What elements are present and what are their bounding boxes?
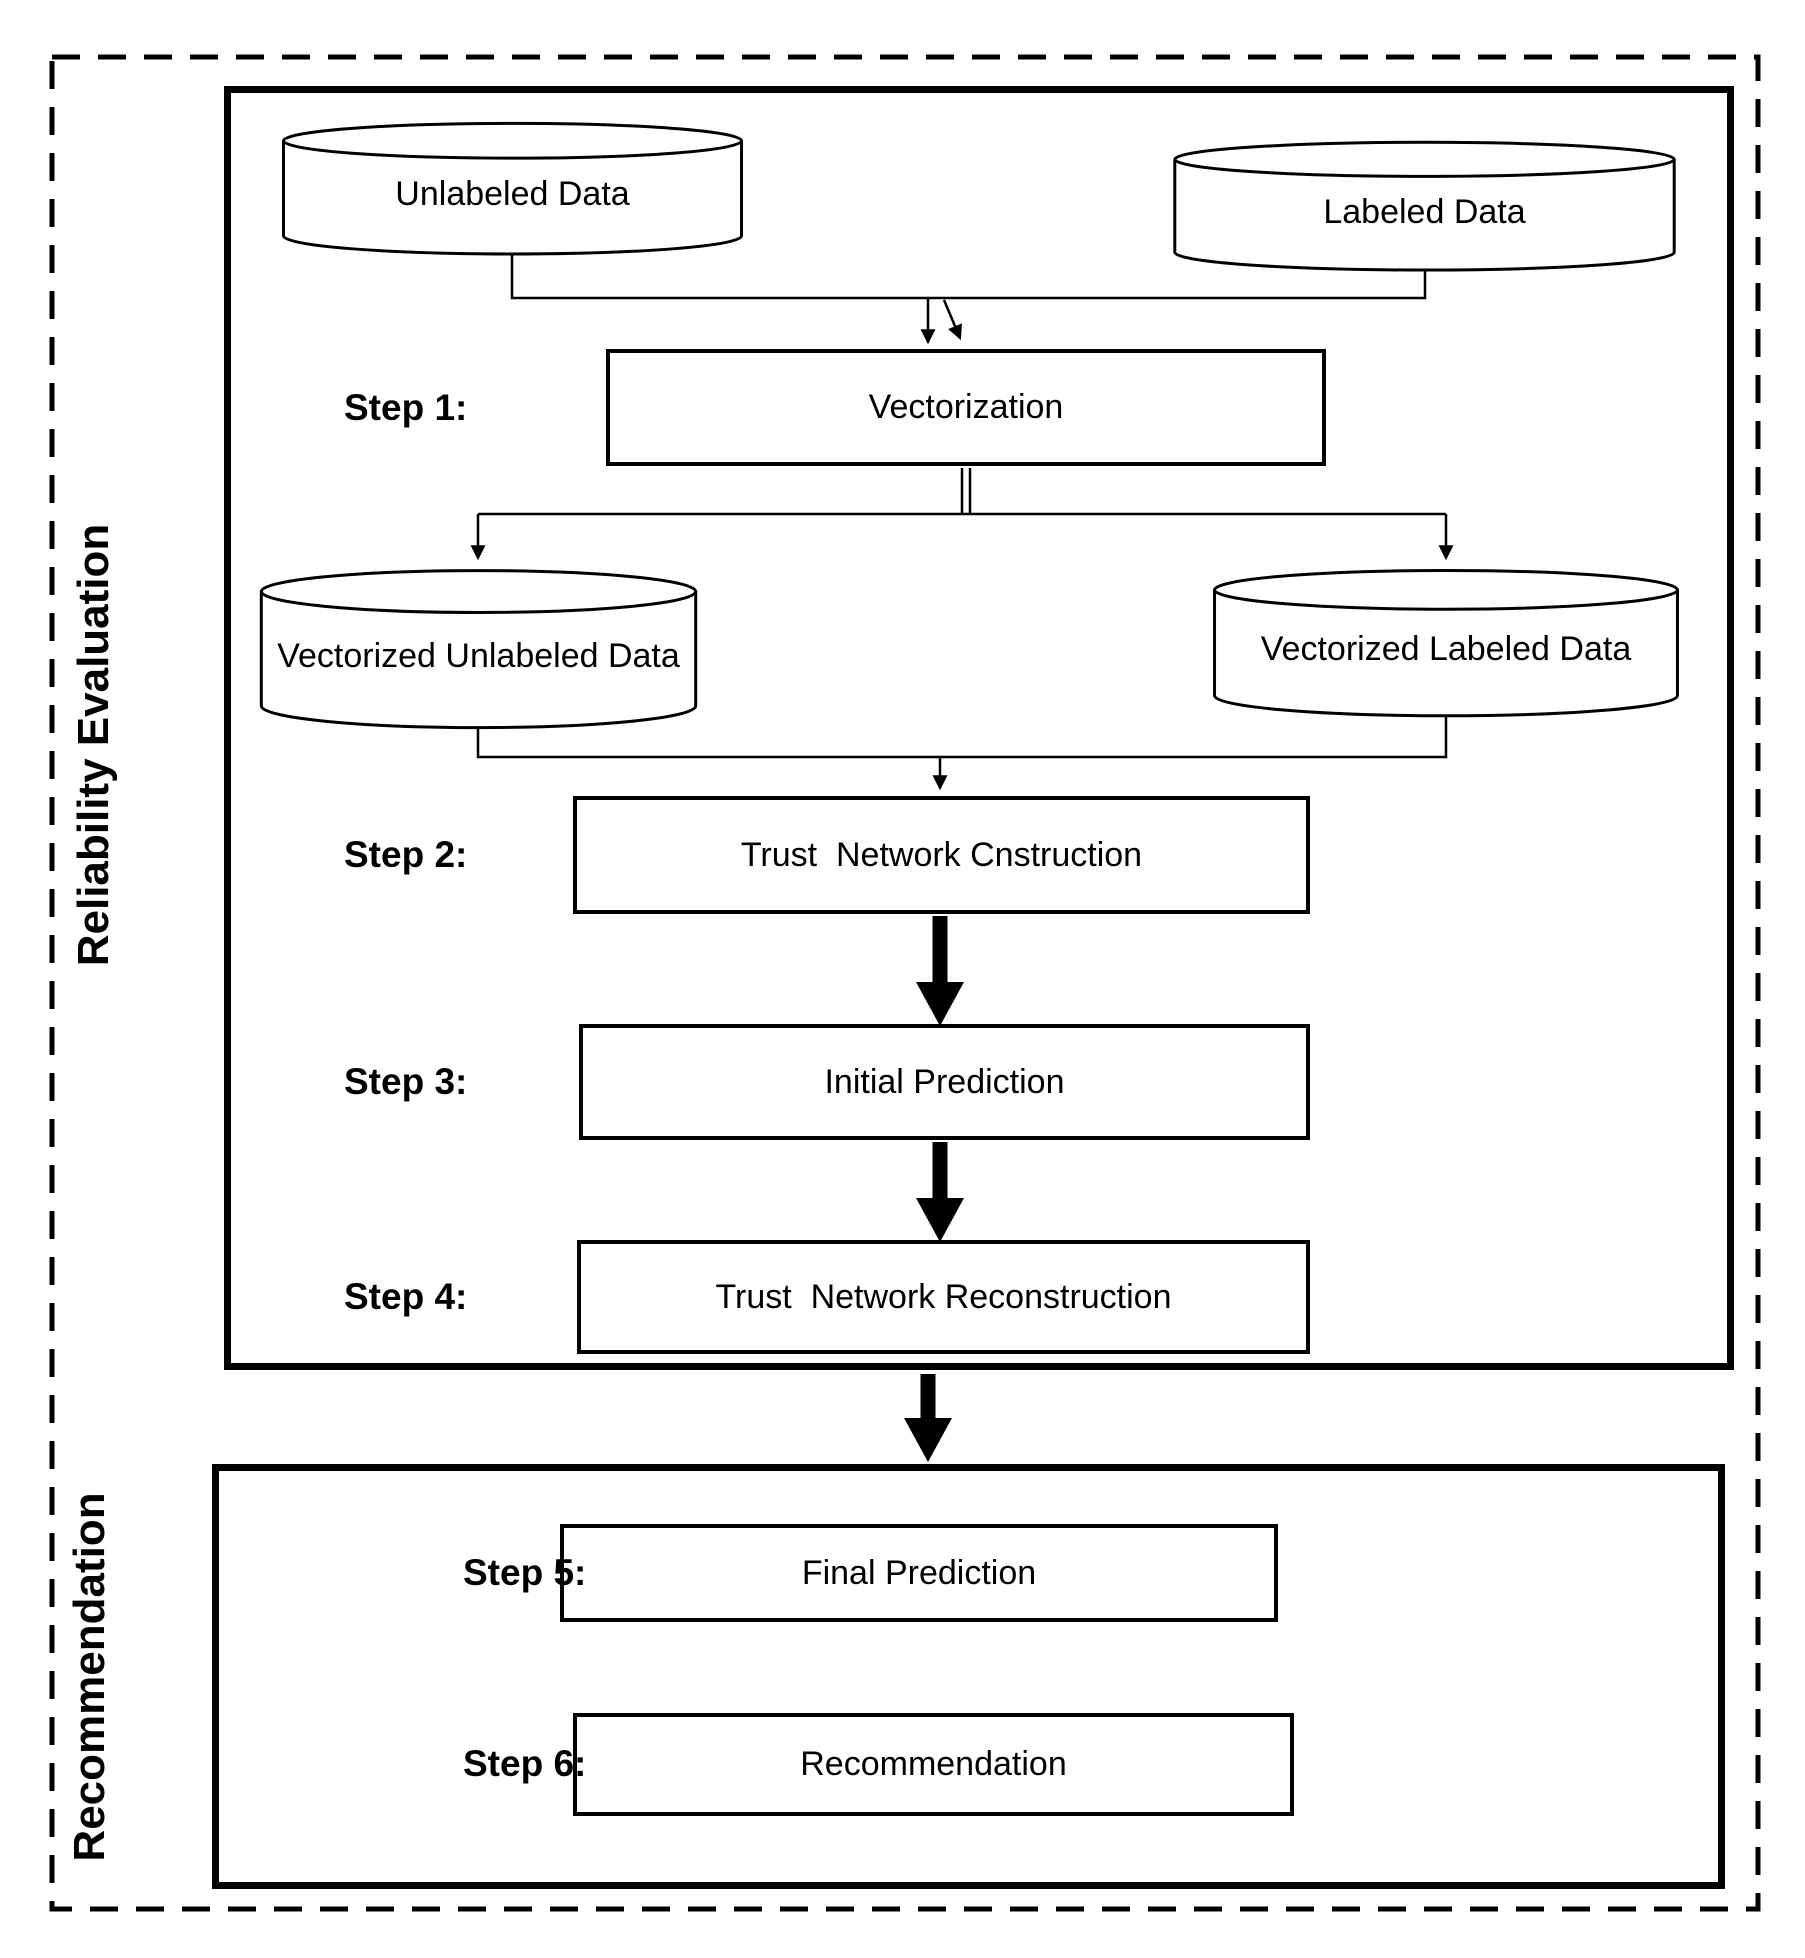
process-box-initial-prediction: Initial Prediction — [579, 1024, 1310, 1140]
section-label-reliability-evaluation: Reliability Evaluation — [69, 523, 118, 967]
datastore-unlabeled-data — [280, 122, 745, 256]
step-label-4: Step 4: — [344, 1276, 468, 1317]
datastore-label: Labeled Data — [1323, 192, 1526, 231]
step-label-6: Step 6: — [463, 1743, 587, 1784]
step-label-2: Step 2: — [344, 834, 468, 875]
datastore-label: Vectorized Labeled Data — [1260, 630, 1632, 669]
process-box-vectorization: Vectorization — [606, 349, 1326, 466]
process-box-final-prediction: Final Prediction — [560, 1524, 1278, 1622]
datastore-label: Vectorized Unlabeled Data — [277, 636, 680, 675]
step-label-3: Step 3: — [344, 1061, 468, 1102]
process-box-trust-network-construction: Trust Network Cnstruction — [573, 796, 1310, 914]
datastore-labeled-data — [1171, 141, 1678, 272]
datastore-vectorized-unlabeled-data — [258, 569, 699, 730]
datastore-vectorized-labeled-data — [1211, 569, 1681, 718]
process-box-recommendation: Recommendation — [573, 1713, 1294, 1816]
process-box-trust-network-reconstruction: Trust Network Reconstruction — [577, 1240, 1310, 1354]
thick-arrow-head-sections — [904, 1418, 952, 1462]
section-label-recommendation: Recommendation — [65, 1492, 114, 1862]
datastore-label: Unlabeled Data — [395, 175, 630, 214]
step-label-5: Step 5: — [463, 1552, 587, 1593]
step-label-1: Step 1: — [344, 387, 468, 428]
